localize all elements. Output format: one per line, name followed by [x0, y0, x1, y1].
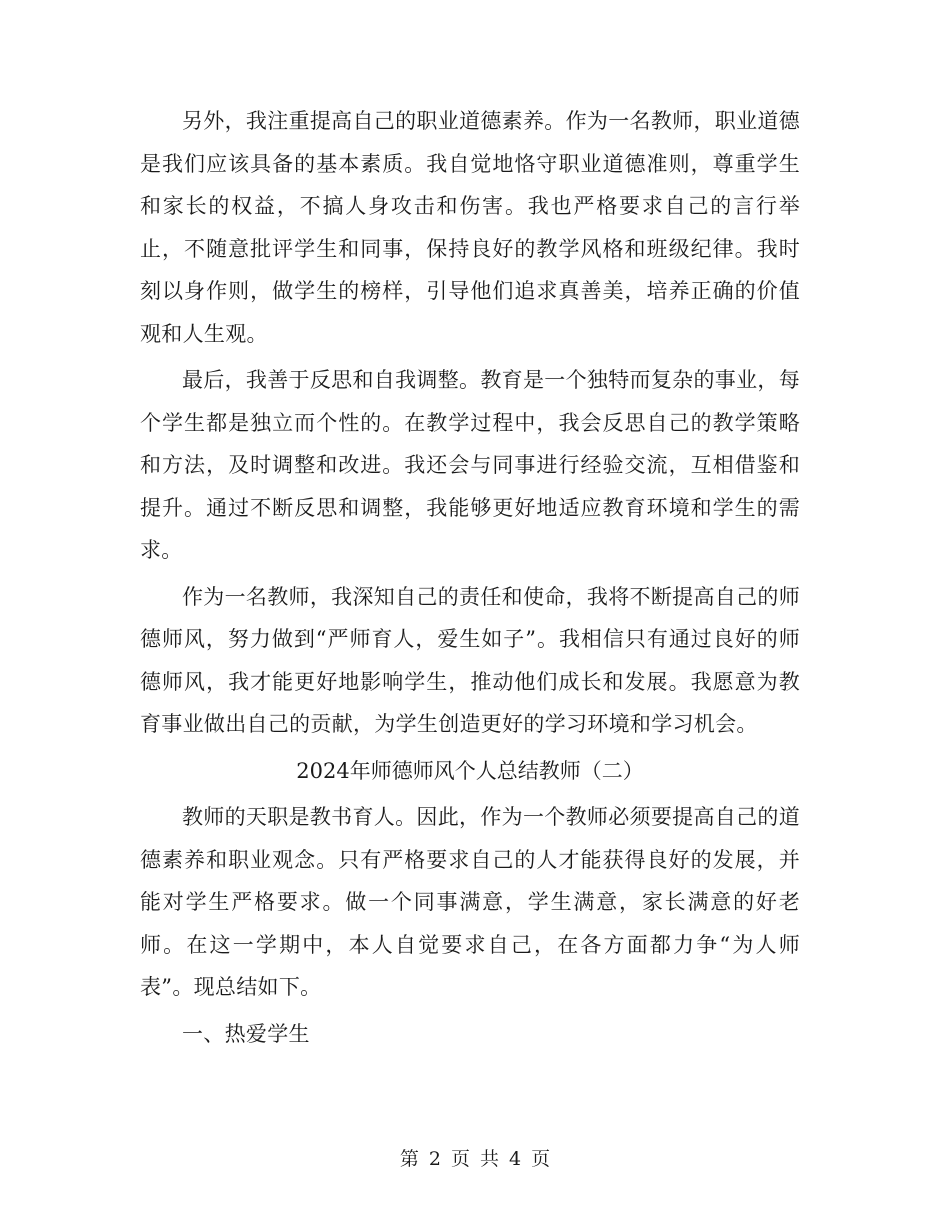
paragraph-professional-ethics: 另外，我注重提高自己的职业道德素养。作为一名教师，职业道德是我们应该具备的基本素质。我自觉地恪守职业道德准则，尊重学生和家长的权益，不搞人身攻击和伤害。我也严格要求自己的言行举止，不随意批评学生和同事，保持良好的教学风格和班级纪律。我时刻以身作则，做学生的榜样，引导他们追求真善美，培养正确的价值观和人生观。 — [140, 109, 800, 346]
document-body — [140, 100, 800, 1059]
paragraph-teacher-duty: 教师的天职是教书育人。因此，作为一个教师必须要提高自己的道德素养和职业观念。只有严格要求自己的人才能获得良好的发展，并能对学生严格要求。做一个同事满意，学生满意，家长满意的好老师。在这一学期中，本人自觉要求自己，在各方面都力争“为人师表”。现总结如下。 — [140, 805, 800, 999]
paragraph-responsibility: 作为一名教师，我深知自己的责任和使命，我将不断提高自己的师德师风，努力做到“严师育人，爱生如子”。我相信只有通过良好的师德师风，我才能更好地影响学生，推动他们成长和发展。我愿意为教育事业做出自己的贡献，为学生创造更好的学习环境和学习机会。 — [140, 584, 800, 736]
subheading-love-students: 一、热爱学生 — [182, 1021, 310, 1046]
page-footer: 第 2 页 共 4 页 — [399, 1148, 551, 1170]
paragraph-reflection: 最后，我善于反思和自我调整。教育是一个独特而复杂的事业，每个学生都是独立而个性的。在教学过程中，我会反思自己的教学策略和方法，及时调整和改进。我还会与同事进行经验交流，互相借鉴和提升。通过不断反思和调整，我能够更好地适应教育环境和学生的需求。 — [140, 368, 800, 562]
section-title: 2024年师德师风个人总结教师（二） — [296, 758, 644, 783]
